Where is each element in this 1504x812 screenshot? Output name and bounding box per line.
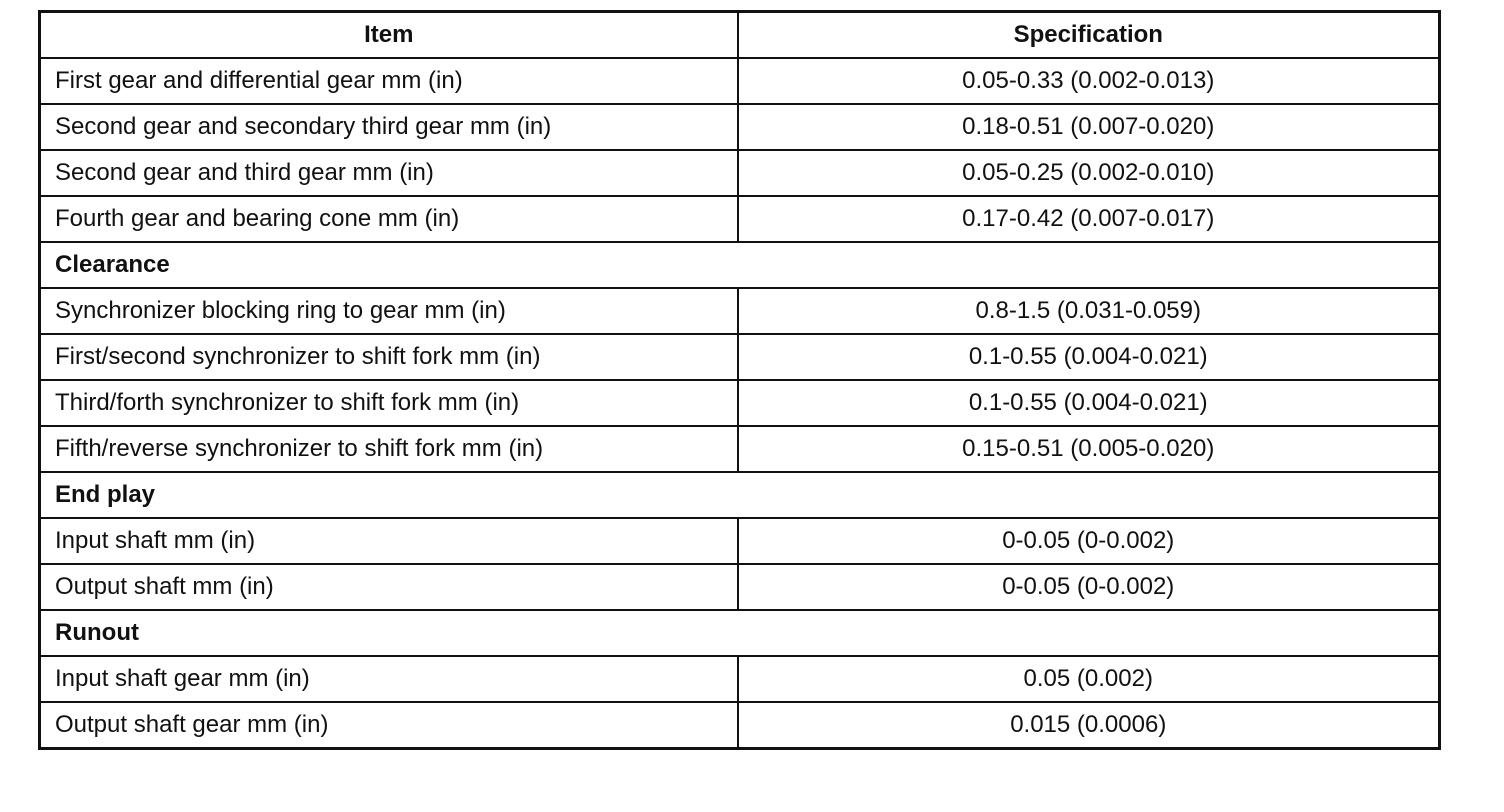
table-row xyxy=(40,334,1440,380)
item-cell: First/second synchronizer to shift fork mm (in) xyxy=(40,334,738,380)
column-header-specification: Specification xyxy=(738,12,1440,59)
table-row xyxy=(40,426,1440,472)
specification-cell: 0.05-0.25 (0.002-0.010) xyxy=(738,150,1440,196)
table-row xyxy=(40,196,1440,242)
specification-cell: 0-0.05 (0-0.002) xyxy=(738,518,1440,564)
table-body xyxy=(40,58,1440,749)
specification-cell: 0-0.05 (0-0.002) xyxy=(738,564,1440,610)
table-row xyxy=(40,518,1440,564)
specification-cell: 0.05 (0.002) xyxy=(738,656,1440,702)
item-cell: Synchronizer blocking ring to gear mm (in) xyxy=(40,288,738,334)
table-row xyxy=(40,104,1440,150)
section-header: End play xyxy=(40,472,1440,518)
section-header-row xyxy=(40,242,1440,288)
column-header-item: Item xyxy=(40,12,738,59)
item-cell: Second gear and third gear mm (in) xyxy=(40,150,738,196)
specification-cell: 0.17-0.42 (0.007-0.017) xyxy=(738,196,1440,242)
item-cell: Output shaft gear mm (in) xyxy=(40,702,738,749)
specification-cell: 0.05-0.33 (0.002-0.013) xyxy=(738,58,1440,104)
table-row xyxy=(40,702,1440,749)
item-cell: Second gear and secondary third gear mm (in) xyxy=(40,104,738,150)
table-row xyxy=(40,564,1440,610)
table-row xyxy=(40,656,1440,702)
section-header-row xyxy=(40,610,1440,656)
table-row xyxy=(40,380,1440,426)
specification-cell: 0.015 (0.0006) xyxy=(738,702,1440,749)
section-header: Clearance xyxy=(40,242,1440,288)
specification-cell: 0.15-0.51 (0.005-0.020) xyxy=(738,426,1440,472)
table-row xyxy=(40,288,1440,334)
specification-table xyxy=(38,10,1441,750)
table-row xyxy=(40,58,1440,104)
specification-cell: 0.1-0.55 (0.004-0.021) xyxy=(738,380,1440,426)
specification-cell: 0.18-0.51 (0.007-0.020) xyxy=(738,104,1440,150)
table-header-row xyxy=(40,12,1440,59)
item-cell: First gear and differential gear mm (in) xyxy=(40,58,738,104)
specification-cell: 0.1-0.55 (0.004-0.021) xyxy=(738,334,1440,380)
item-cell: Fourth gear and bearing cone mm (in) xyxy=(40,196,738,242)
table-row xyxy=(40,150,1440,196)
section-header: Runout xyxy=(40,610,1440,656)
item-cell: Fifth/reverse synchronizer to shift fork mm (in) xyxy=(40,426,738,472)
item-cell: Third/forth synchronizer to shift fork mm (in) xyxy=(40,380,738,426)
item-cell: Input shaft mm (in) xyxy=(40,518,738,564)
item-cell: Input shaft gear mm (in) xyxy=(40,656,738,702)
item-cell: Output shaft mm (in) xyxy=(40,564,738,610)
specification-cell: 0.8-1.5 (0.031-0.059) xyxy=(738,288,1440,334)
section-header-row xyxy=(40,472,1440,518)
